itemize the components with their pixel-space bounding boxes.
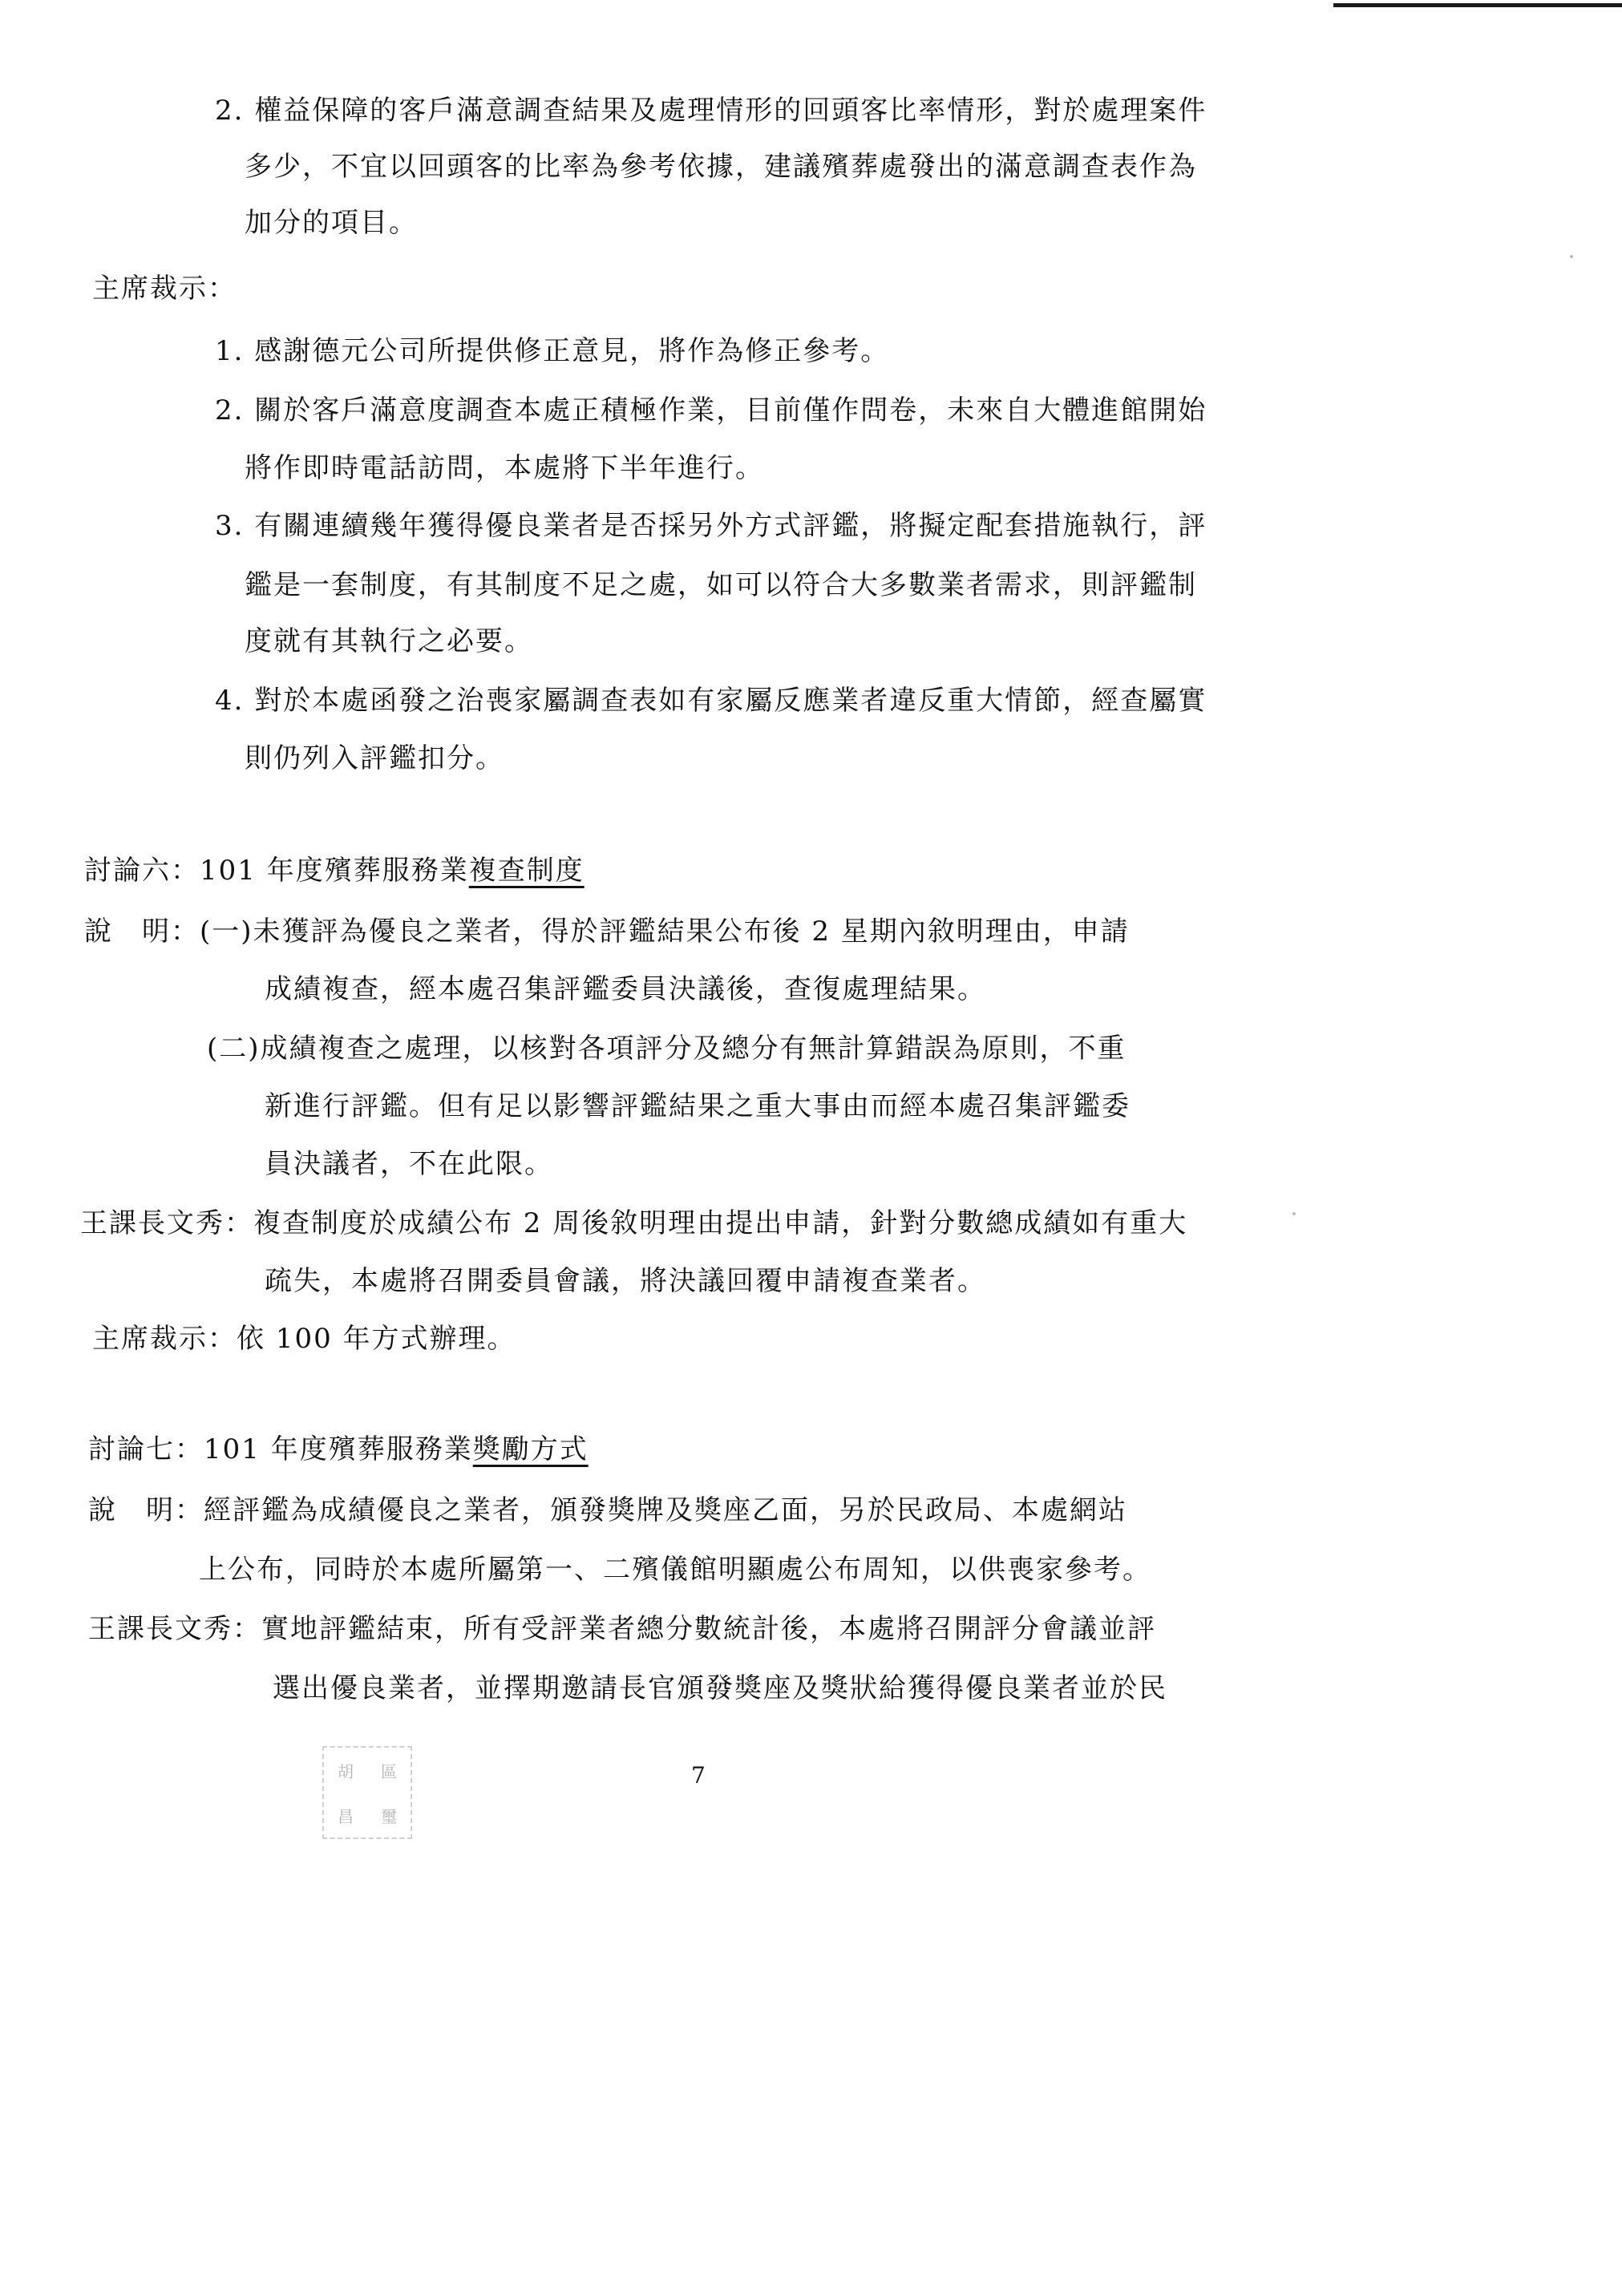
text-line: 新進行評鑑。但有足以影響評鑑結果之重大事由而經本處召集評鑑委 — [265, 1090, 1131, 1122]
text-line: 度就有其執行之必要。 — [245, 625, 533, 657]
text-line: 1. 感謝德元公司所提供修正意見，將作為修正參考。 — [215, 335, 890, 367]
text-line: 說 明：(一)未獲評為優良之業者，得於評鑑結果公布後 2 星期內敘明理由，申請 — [84, 916, 1130, 948]
text-line: 上公布，同時於本處所屬第一、二殯儀館明顯處公布周知，以供喪家參考。 — [199, 1554, 1151, 1586]
text-line: (二)成績複查之處理，以核對各項評分及總分有無計算錯誤為原則，不重 — [207, 1033, 1127, 1065]
scan-speck — [1570, 255, 1573, 258]
text-line: 加分的項目。 — [245, 207, 418, 239]
section-heading: 主席裁示： — [92, 273, 237, 305]
stamp-glyph: 區 — [381, 1761, 397, 1781]
seal-stamp — [322, 1746, 412, 1839]
page-number: 7 — [691, 1762, 706, 1789]
section-6-title-underlined: 複查制度 — [468, 855, 584, 887]
text-line: 3. 有關連續幾年獲得優良業者是否採另外方式評鑑，將擬定配套措施執行，評 — [215, 510, 1207, 542]
text-line: 說 明：經評鑑為成績優良之業者，頒發獎牌及獎座乙面，另於民政局、本處網站 — [88, 1494, 1127, 1526]
text-line: 選出優良業者，並擇期邀請長官頒發獎座及獎狀給獲得優良業者並於民 — [273, 1672, 1167, 1704]
text-line: 成績複查，經本處召集評鑑委員決議後，查復處理結果。 — [265, 973, 986, 1005]
stamp-glyph: 胡 — [338, 1761, 354, 1781]
section-6-title — [84, 853, 584, 888]
scan-edge-mark — [1333, 3, 1622, 7]
section-7-title-underlined: 獎勵方式 — [472, 1433, 589, 1465]
text-line: 主席裁示：依 100 年方式辦理。 — [92, 1323, 516, 1355]
text-line: 2. 權益保障的客戶滿意調查結果及處理情形的回頭客比率情形，對於處理案件 — [215, 95, 1207, 127]
section-7-title-prefix: 討論七：101 年度殯葬服務業 — [88, 1433, 473, 1465]
text-line: 鑑是一套制度，有其制度不足之處，如可以符合大多數業者需求，則評鑑制 — [245, 569, 1197, 601]
section-6-title-prefix: 討論六：101 年度殯葬服務業 — [84, 855, 469, 887]
text-line: 將作即時電話訪問，本處將下半年進行。 — [245, 452, 764, 484]
text-line: 員決議者，不在此限。 — [265, 1148, 553, 1180]
section-7-title — [88, 1432, 589, 1467]
text-line: 王課長文秀：複查制度於成績公布 2 周後敘明理由提出申請，針對分數總成績如有重大 — [80, 1207, 1188, 1239]
text-line: 則仍列入評鑑扣分。 — [245, 742, 504, 774]
stamp-glyph: 昌 — [338, 1806, 354, 1826]
text-line: 4. 對於本處函發之治喪家屬調查表如有家屬反應業者違反重大情節，經查屬實 — [215, 685, 1207, 717]
text-line: 王課長文秀：實地評鑑結束，所有受評業者總分數統計後，本處將召開評分會議並評 — [88, 1613, 1156, 1645]
text-line: 2. 關於客戶滿意度調查本處正積極作業，目前僅作問卷，未來自大體進館開始 — [215, 394, 1207, 426]
text-line: 多少，不宜以回頭客的比率為參考依據，建議殯葬處發出的滿意調查表作為 — [245, 151, 1197, 183]
scan-speck — [1292, 1212, 1296, 1215]
text-line: 疏失，本處將召開委員會議，將決議回覆申請複查業者。 — [265, 1265, 986, 1297]
stamp-glyph: 璽 — [381, 1806, 397, 1826]
